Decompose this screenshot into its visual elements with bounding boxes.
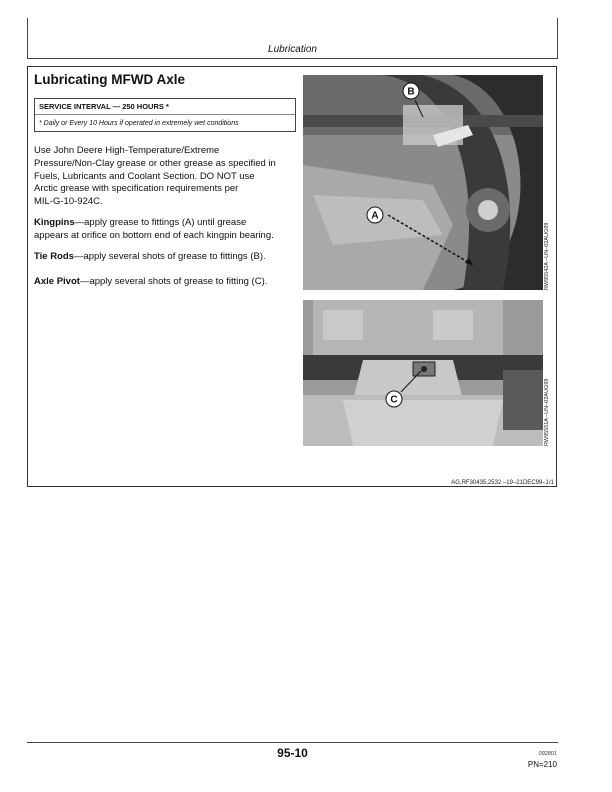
section-title: Lubricating MFWD Axle (34, 72, 185, 87)
kingpin-photo-drawing (303, 75, 543, 290)
axle-pivot-photo-drawing (303, 300, 543, 446)
service-interval-heading: SERVICE INTERVAL — 250 HOURS * (39, 102, 169, 111)
tierods-paragraph (34, 251, 296, 264)
footer-rule (27, 742, 558, 743)
intro-line: Pressure/Non-Clay grease or other grease as specified in (34, 157, 276, 169)
intro-line: Arctic grease with specification requirements per (34, 183, 239, 195)
callout-c-label: C (390, 394, 398, 406)
page-number: 95-10 (277, 746, 308, 760)
bottom-photo-id: RW95551A –UN–02AUG99 (544, 378, 550, 446)
axlepivot-paragraph (34, 276, 296, 289)
callout-a-label: A (371, 210, 379, 222)
kingpins-label: Kingpins (34, 217, 75, 228)
callout-b-label: B (407, 86, 415, 98)
top-photo-id: RW95542A –UN–02AUG99 (544, 222, 550, 290)
pn-number: PN=210 (527, 760, 557, 769)
kingpin-photo (303, 75, 543, 290)
intro-paragraph (34, 145, 296, 209)
service-interval-box (34, 98, 296, 132)
running-header: Lubrication (268, 44, 317, 55)
header-rule-bottom (27, 58, 558, 59)
footer-code: 092801 (538, 751, 557, 757)
axlepivot-text: —apply several shots of grease to fitting (C). (79, 276, 268, 287)
axlepivot-label: Axle Pivot (34, 276, 80, 287)
block-reference: AG,RF30435,2532 –19–21DEC99–1/1 (451, 480, 554, 486)
intro-line: Use John Deere High-Temperature/Extreme (34, 145, 220, 156)
intro-line: MIL-G-10-924C. (34, 196, 103, 208)
interval-divider (35, 114, 295, 115)
tierods-label: Tie Rods (34, 251, 74, 262)
tierods-text: —apply several shots of grease to fittings (B). (73, 251, 266, 262)
service-interval-note: * Daily or Every 10 Hours if operated in extremely wet conditions (39, 120, 239, 127)
kingpins-text-2: appears at orifice on bottom end of each kingpin bearing. (34, 229, 274, 241)
intro-line: Fuels, Lubricants and Coolant Section. DO NOT use (34, 170, 255, 182)
kingpins-paragraph (34, 217, 296, 243)
kingpins-text: —apply grease to fittings (A) until grease (74, 217, 247, 228)
axle-pivot-photo (303, 300, 543, 446)
